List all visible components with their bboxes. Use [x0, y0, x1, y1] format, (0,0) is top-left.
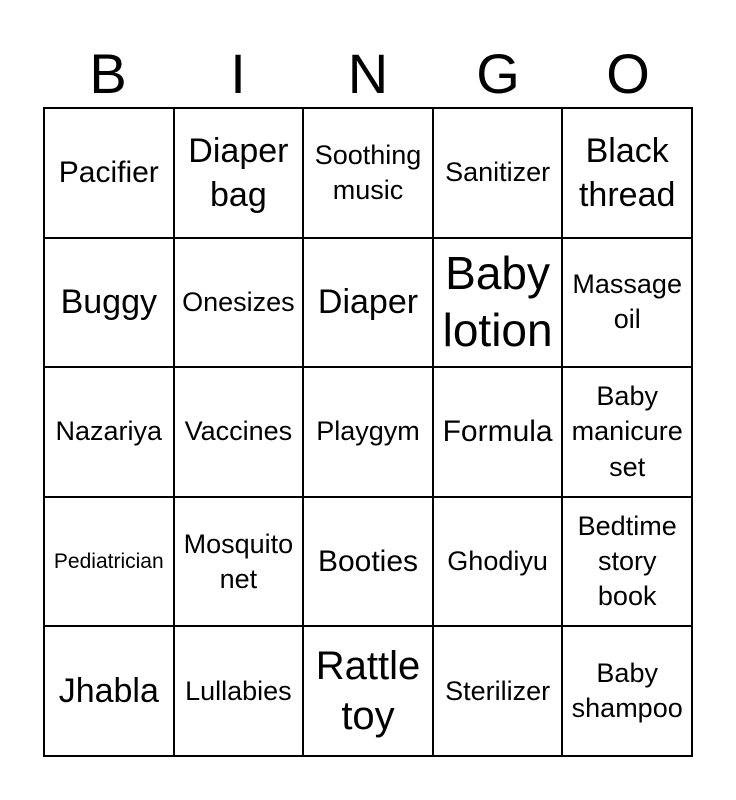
header-letter-g: G	[476, 42, 520, 105]
bingo-cell[interactable]: Pediatrician	[45, 498, 175, 628]
bingo-cell[interactable]: Sanitizer	[434, 109, 564, 239]
bingo-cell[interactable]: Baby shampoo	[563, 627, 693, 757]
bingo-cell[interactable]: Sterilizer	[434, 627, 564, 757]
bingo-cell[interactable]: Buggy	[45, 239, 175, 369]
header-letter-b: B	[89, 42, 127, 105]
bingo-cell[interactable]: Booties	[304, 498, 434, 628]
bingo-header	[43, 40, 693, 108]
bingo-cell[interactable]: Ghodiyu	[434, 498, 564, 628]
bingo-cell[interactable]: Diaper	[304, 239, 434, 369]
bingo-cell[interactable]: Soothing music	[304, 109, 434, 239]
bingo-cell[interactable]: Formula	[434, 368, 564, 498]
bingo-grid	[43, 107, 693, 757]
header-letter-n: N	[347, 42, 389, 105]
bingo-cell[interactable]: Mosquito net	[175, 498, 305, 628]
bingo-cell[interactable]: Rattle toy	[304, 627, 434, 757]
bingo-cell[interactable]: Baby manicure set	[563, 368, 693, 498]
bingo-cell[interactable]: Diaper bag	[175, 109, 305, 239]
bingo-cell[interactable]: Vaccines	[175, 368, 305, 498]
bingo-cell[interactable]: Bedtime story book	[563, 498, 693, 628]
bingo-cell[interactable]: Massage oil	[563, 239, 693, 369]
bingo-cell[interactable]: Playgym	[304, 368, 434, 498]
bingo-cell[interactable]: Nazariya	[45, 368, 175, 498]
bingo-cell[interactable]: Baby lotion	[434, 239, 564, 369]
bingo-cell[interactable]: Pacifier	[45, 109, 175, 239]
bingo-cell[interactable]: Black thread	[563, 109, 693, 239]
header-letter-o: O	[606, 42, 650, 105]
bingo-cell[interactable]: Onesizes	[175, 239, 305, 369]
bingo-cell[interactable]: Lullabies	[175, 627, 305, 757]
bingo-cell[interactable]: Jhabla	[45, 627, 175, 757]
header-letter-i: I	[230, 42, 246, 105]
